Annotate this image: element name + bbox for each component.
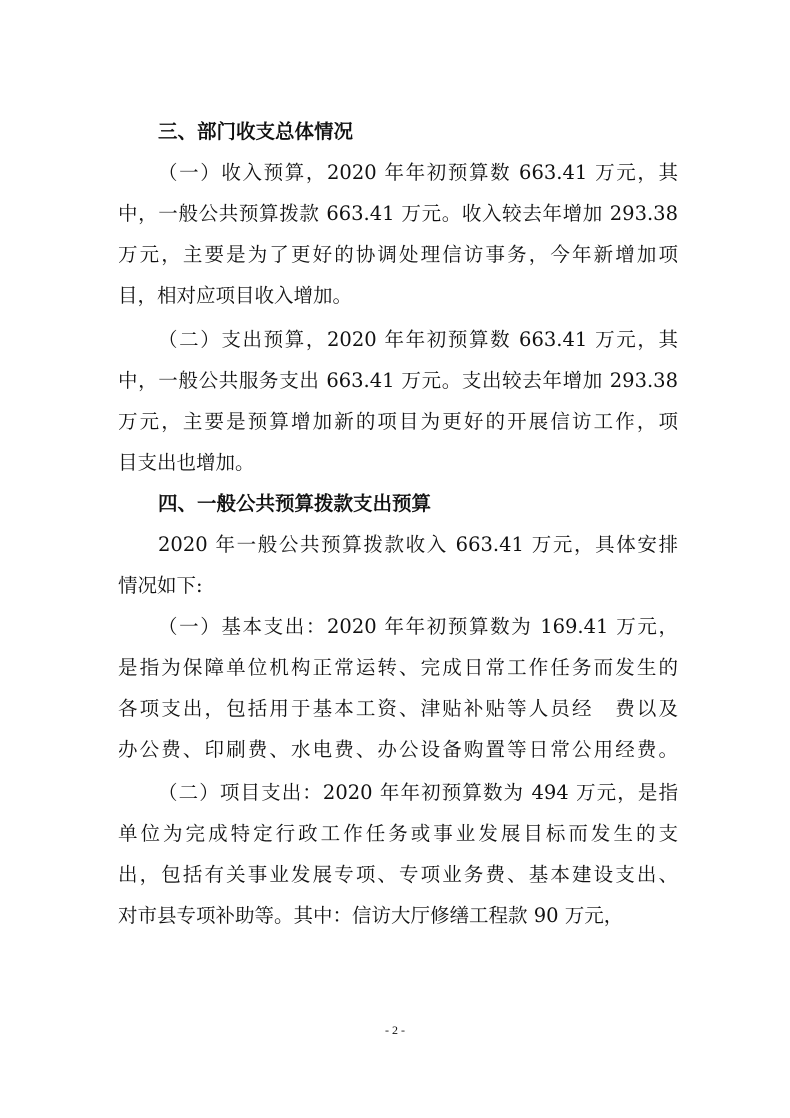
intro-paragraph-line: 2020 年一般公共预算拨款收入 663.41 万元，具体安排 xyxy=(158,533,678,556)
project-expense-line: （二）项目支出：2020 年年初预算数为 494 万元，是指 xyxy=(158,781,678,804)
project-expense-line: 出，包括有关事业发展专项、专项业务费、基本建设支出、 xyxy=(118,863,678,886)
basic-expense-line: 各项支出，包括用于基本工资、津贴补贴等人员经 费以及 xyxy=(118,697,678,720)
section-heading-3: 三、部门收支总体情况 xyxy=(158,120,354,143)
page-number: - 2 - xyxy=(385,1023,405,1037)
expense-paragraph-line: 中，一般公共服务支出 663.41 万元。支出较去年增加 293.38 xyxy=(118,369,678,392)
basic-expense-line: 办公费、印刷费、水电费、办公设备购置等日常公用经费。 xyxy=(118,738,678,761)
intro-paragraph-line: 情况如下: xyxy=(118,574,203,597)
basic-expense-line: （一）基本支出：2020 年年初预算数为 169.41 万元， xyxy=(158,615,678,638)
expense-paragraph-line: （二）支出预算，2020 年年初预算数 663.41 万元，其 xyxy=(158,328,678,351)
income-paragraph-line: 中，一般公共预算拨款 663.41 万元。收入较去年增加 293.38 xyxy=(118,202,678,225)
expense-paragraph-line: 目支出也增加。 xyxy=(118,451,255,474)
income-paragraph-line: （一）收入预算，2020 年年初预算数 663.41 万元，其 xyxy=(158,161,678,184)
project-expense-line: 对市县专项补助等。其中：信访大厅修缮工程款 90 万元， xyxy=(118,904,624,927)
basic-expense-line: 是指为保障单位机构正常运转、完成日常工作任务而发生的 xyxy=(118,656,678,679)
section-heading-4: 四、一般公共预算拨款支出预算 xyxy=(158,492,432,515)
income-paragraph-line: 目，相对应项目收入增加。 xyxy=(118,284,353,307)
income-paragraph-line: 万元，主要是为了更好的协调处理信访事务，今年新增加项 xyxy=(118,243,678,266)
project-expense-line: 单位为完成特定行政工作任务或事业发展目标而发生的支 xyxy=(118,822,678,845)
expense-paragraph-line: 万元，主要是预算增加新的项目为更好的开展信访工作，项 xyxy=(118,410,678,433)
